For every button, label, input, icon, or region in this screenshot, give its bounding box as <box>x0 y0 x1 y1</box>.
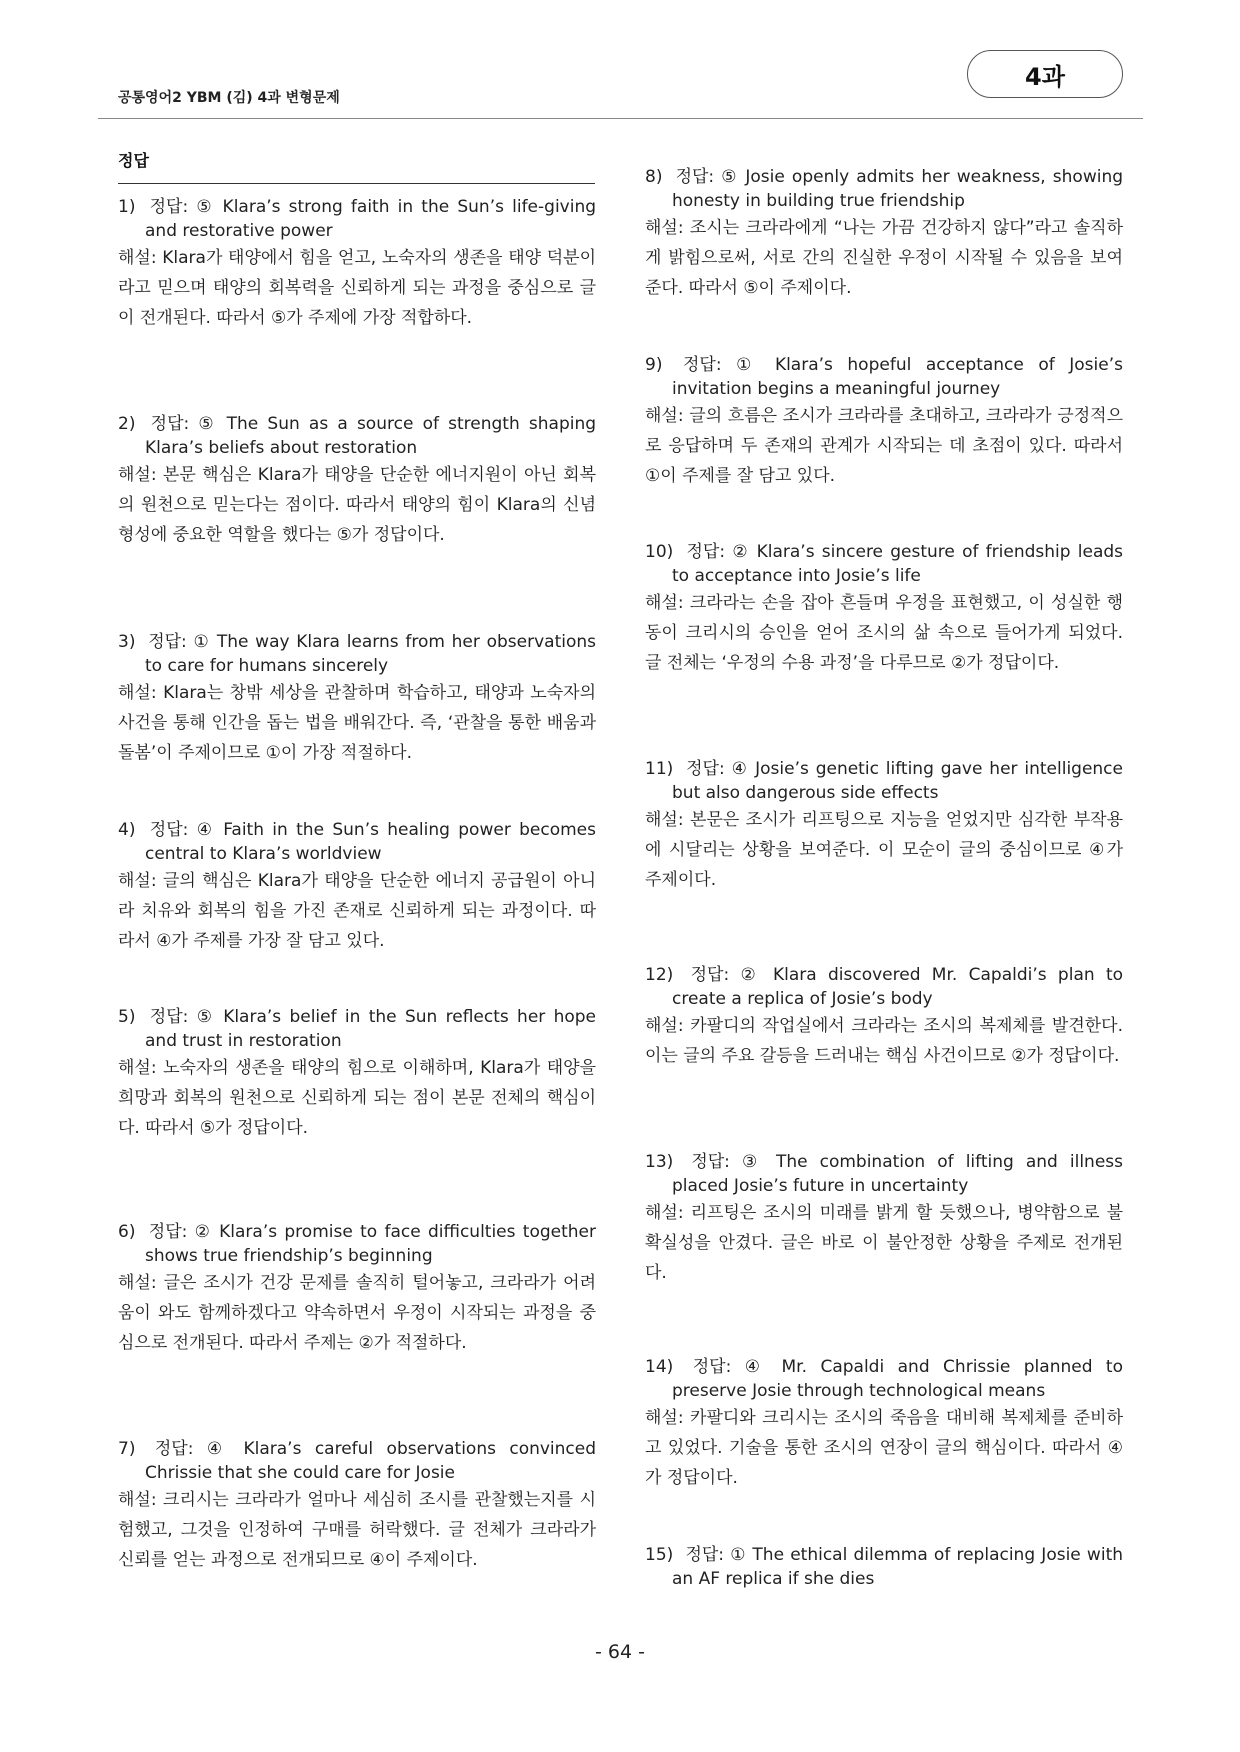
explanation: 해설: 본문은 조시가 리프팅으로 지능을 얻었지만 심각한 부작용에 시달리는 상황을 보여준다. 이 모순이 글의 중심이므로 ④가 주제이다. <box>645 810 1123 890</box>
answer-item-10 <box>645 540 1123 678</box>
answer-line: 8) 정답: ⑤ Josie openly admits her weakness, showing honesty in building true friendship <box>645 167 1124 211</box>
explanation: 해설: 조시는 크라라에게 “나는 가끔 건강하지 않다”라고 솔직하게 밝힘으로써, 서로 간의 진실한 우정이 시작될 수 있음을 보여준다. 따라서 ⑤이 주제이다. <box>645 218 1123 298</box>
section-divider <box>118 183 595 184</box>
answer-line: 3) 정답: ① The way Klara learns from her observations to care for humans sincerely <box>118 632 596 676</box>
answer-item-7 <box>118 1437 596 1575</box>
answer-item-1 <box>118 195 596 333</box>
answer-item-9 <box>645 353 1123 491</box>
page-number: - 64 - <box>595 1641 645 1663</box>
answer-item-5 <box>118 1005 596 1143</box>
explanation: 해설: 카팔디의 작업실에서 크라라는 조시의 복제체를 발견한다. 이는 글의 주요 갈등을 드러내는 핵심 사건이므로 ②가 정답이다. <box>645 1016 1123 1066</box>
explanation: 해설: 글의 핵심은 Klara가 태양을 단순한 에너지 공급원이 아니라 치유와 회복의 힘을 가진 존재로 신뢰하게 되는 과정이다. 따라서 ④가 주제를 가장 잘 담고 있다. <box>118 871 596 951</box>
answer-item-11 <box>645 757 1123 895</box>
explanation: 해설: 리프팅은 조시의 미래를 밝게 할 듯했으나, 병약함으로 불확실성을 안겼다. 글은 바로 이 불안정한 상황을 주제로 전개된다. <box>645 1203 1123 1283</box>
explanation: 해설: Klara는 창밖 세상을 관찰하며 학습하고, 태양과 노숙자의 사건을 통해 인간을 돕는 법을 배워간다. 즉, ‘관찰을 통한 배움과 돌봄’이 주제이므로 ①이 가장 적절하다. <box>118 683 596 763</box>
answer-item-14 <box>645 1355 1123 1493</box>
answer-item-12 <box>645 963 1123 1071</box>
answer-item-3 <box>118 630 596 768</box>
explanation: 해설: 글은 조시가 건강 문제를 솔직히 털어놓고, 크라라가 어려움이 와도 함께하겠다고 약속하면서 우정이 시작되는 과정을 중심으로 전개된다. 따라서 주제는 ②가 적절하다. <box>118 1273 596 1353</box>
answer-item-2 <box>118 412 596 550</box>
answer-line: 10) 정답: ② Klara’s sincere gesture of friendship leads to acceptance into Josie’s life <box>645 542 1124 586</box>
answer-line: 7) 정답: ④ Klara’s careful observations convinced Chrissie that she could care for Josie <box>118 1439 597 1483</box>
explanation: 해설: Klara가 태양에서 힘을 얻고, 노숙자의 생존을 태양 덕분이라고 믿으며 태양의 회복력을 신뢰하게 되는 과정을 중심으로 글이 전개된다. 따라서 ⑤가 주제에 가장 적합하다. <box>118 248 596 328</box>
answer-line: 13) 정답: ③ The combination of lifting and illness placed Josie’s future in uncertainty <box>645 1152 1123 1196</box>
header-divider <box>98 118 1143 119</box>
explanation: 해설: 노숙자의 생존을 태양의 힘으로 이해하며, Klara가 태양을 희망과 회복의 원천으로 신뢰하게 되는 점이 본문 전체의 핵심이다. 따라서 ⑤가 정답이다. <box>118 1058 596 1138</box>
explanation: 해설: 글의 흐름은 조시가 크라라를 초대하고, 크라라가 긍정적으로 응답하며 두 존재의 관계가 시작되는 데 초점이 있다. 따라서 ①이 주제를 잘 담고 있다. <box>645 406 1123 486</box>
answer-item-8 <box>645 165 1123 303</box>
answer-line: 12) 정답: ② Klara discovered Mr. Capaldi’s plan to create a replica of Josie’s body <box>645 965 1124 1009</box>
answer-line: 1) 정답: ⑤ Klara’s strong faith in the Sun’s life-giving and restorative power <box>118 197 597 241</box>
answer-line: 9) 정답: ① Klara’s hopeful acceptance of Josie’s invitation begins a meaningful journey <box>645 355 1123 399</box>
answer-line: 6) 정답: ② Klara’s promise to face difficulties together shows true friendship’s beginning <box>118 1222 597 1266</box>
answer-line: 4) 정답: ④ Faith in the Sun’s healing power becomes central to Klara’s worldview <box>118 820 596 864</box>
answer-item-6 <box>118 1220 596 1358</box>
answer-line: 2) 정답: ⑤ The Sun as a source of strength shaping Klara’s beliefs about restoration <box>118 414 597 458</box>
answer-line: 15) 정답: ① The ethical dilemma of replacing Josie with an AF replica if she dies <box>645 1545 1124 1589</box>
chapter-badge: 4과 <box>967 50 1123 98</box>
explanation: 해설: 크리시는 크라라가 얼마나 세심히 조시를 관찰했는지를 시험했고, 그것을 인정하여 구매를 허락했다. 글 전체가 크라라가 신뢰를 얻는 과정으로 전개되므로 ④이 주제이다. <box>118 1490 596 1570</box>
answer-line: 14) 정답: ④ Mr. Capaldi and Chrissie planned to preserve Josie through technological means <box>645 1357 1124 1401</box>
answer-item-4 <box>118 818 596 956</box>
explanation: 해설: 카팔디와 크리시는 조시의 죽음을 대비해 복제체를 준비하고 있었다. 기술을 통한 조시의 연장이 글의 핵심이다. 따라서 ④가 정답이다. <box>645 1408 1123 1488</box>
answer-line: 11) 정답: ④ Josie’s genetic lifting gave her intelligence but also dangerous side effects <box>645 759 1123 803</box>
answer-item-13 <box>645 1150 1123 1288</box>
explanation: 해설: 본문 핵심은 Klara가 태양을 단순한 에너지원이 아닌 회복의 원천으로 믿는다는 점이다. 따라서 태양의 힘이 Klara의 신념 형성에 중요한 역할을 했다는 ⑤가 정답이다. <box>118 465 596 545</box>
answer-line: 5) 정답: ⑤ Klara’s belief in the Sun reflects her hope and trust in restoration <box>118 1007 597 1051</box>
section-title: 정답 <box>118 151 149 170</box>
answer-item-15 <box>645 1543 1123 1591</box>
explanation: 해설: 크라라는 손을 잡아 흔들며 우정을 표현했고, 이 성실한 행동이 크리시의 승인을 얻어 조시의 삶 속으로 들어가게 되었다. 글 전체는 ‘우정의 수용 과정’을 다루므로 ②가 정답이다. <box>645 593 1123 673</box>
document-header-title: 공통영어2 YBM (김) 4과 변형문제 <box>118 90 340 106</box>
